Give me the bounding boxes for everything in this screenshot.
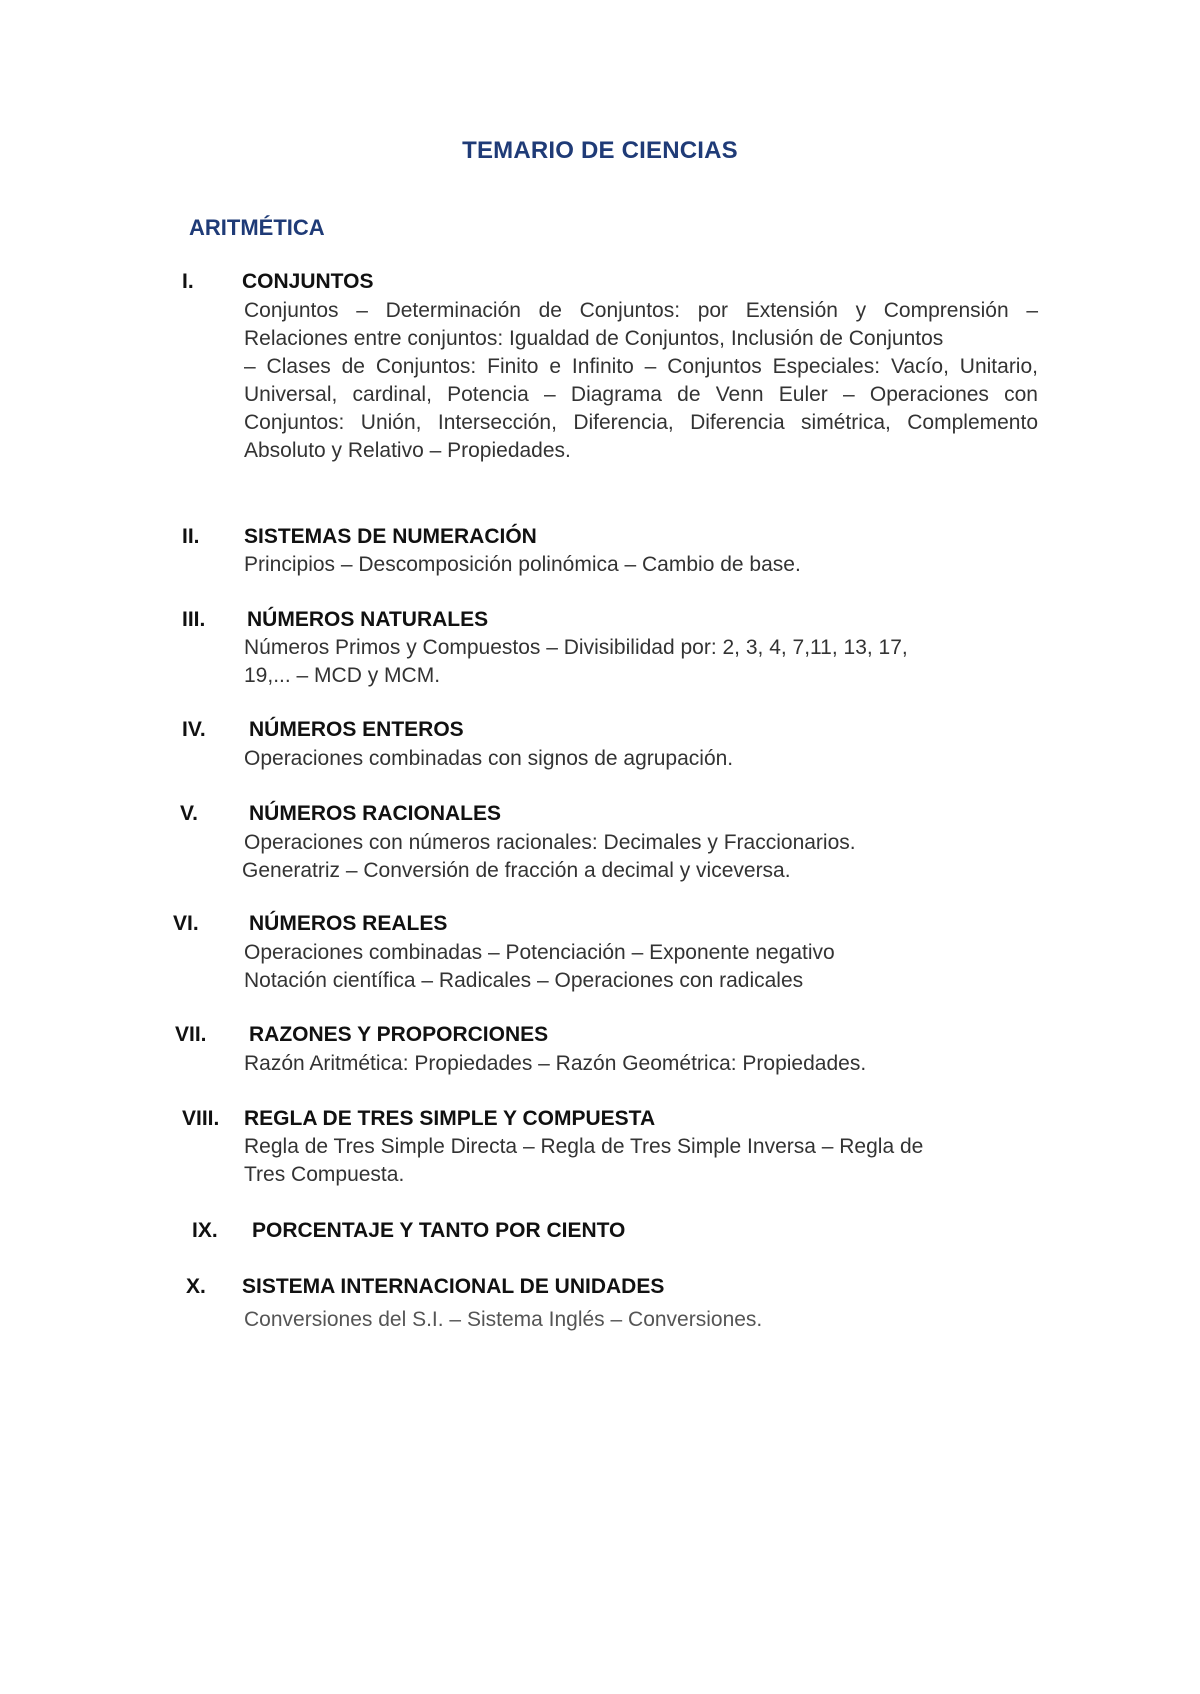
section-heading: CONJUNTOS [242,270,374,293]
section-numeral: VIII. [182,1107,220,1130]
section-numeral: III. [182,608,206,631]
section-line: Regla de Tres Simple Directa – Regla de Tres Simple Inversa – Regla de [244,1135,924,1158]
section-numeral: IV. [182,718,206,741]
section-heading: NÚMEROS RACIONALES [249,802,502,825]
section-line: Notación científica – Radicales – Operaciones con radicales [244,969,804,992]
section-numeral: I. [182,270,194,293]
section-heading: NÚMEROS REALES [249,912,448,935]
section-numeral: X. [186,1275,206,1298]
document-title: TEMARIO DE CIENCIAS [462,137,738,164]
section-paragraph: Conjuntos – Determinación de Conjuntos: por Extensión y Comprensión – Relaciones entre conjuntos: Igualdad de Conjuntos, Inclusión de Conjuntos [244,299,1038,350]
section-heading: NÚMEROS NATURALES [247,608,489,631]
section-body [244,1306,1038,1334]
section-body [244,634,1038,690]
section-numeral: VII. [175,1023,207,1046]
section-line: Generatriz – Conversión de fracción a decimal y viceversa. [242,859,791,882]
section-heading: PORCENTAJE Y TANTO POR CIENTO [252,1219,626,1242]
section-line: Razón Aritmética: Propiedades – Razón Geométrica: Propiedades. [244,1052,867,1075]
section-line: 19,... – MCD y MCM. [244,664,441,687]
section-body [244,939,1038,995]
section-line: Operaciones combinadas con signos de agrupación. [244,747,734,770]
section-body [244,551,1038,579]
section-heading: RAZONES Y PROPORCIONES [249,1023,549,1046]
section-paragraph: – Clases de Conjuntos: Finito e Infinito – Conjuntos Especiales: Vacío, Unitario, Universal, cardinal, Potencia – Diagrama de Venn Euler – Operaciones con Conjuntos: Unión, Intersección, Diferencia, Diferencia simétrica, Complemento Absoluto y Relativo – Propiedades. [244,355,1038,462]
section-body [244,829,1038,885]
section-body [244,745,1038,773]
section-line: Operaciones con números racionales: Decimales y Fraccionarios. [244,831,856,854]
section-heading: SISTEMA INTERNACIONAL DE UNIDADES [242,1275,665,1298]
section-body [244,297,1038,465]
section-numeral: II. [182,525,200,548]
section-line: Operaciones combinadas – Potenciación – Exponente negativo [244,941,835,964]
section-line: Números Primos y Compuestos – Divisibilidad por: 2, 3, 4, 7,11, 13, 17, [244,636,908,659]
section-body [244,1050,1038,1078]
section-line: Principios – Descomposición polinómica – Cambio de base. [244,553,801,576]
section-numeral: VI. [173,912,199,935]
section-heading: NÚMEROS ENTEROS [249,718,464,741]
section-numeral: IX. [192,1219,218,1242]
subject-title: ARITMÉTICA [189,215,325,240]
section-line: Tres Compuesta. [244,1163,405,1186]
section-line: Conversiones del S.I. – Sistema Inglés – Conversiones. [244,1308,763,1331]
section-heading: REGLA DE TRES SIMPLE Y COMPUESTA [244,1107,656,1130]
section-body [244,1133,1038,1189]
section-numeral: V. [180,802,198,825]
section-heading: SISTEMAS DE NUMERACIÓN [244,525,537,548]
